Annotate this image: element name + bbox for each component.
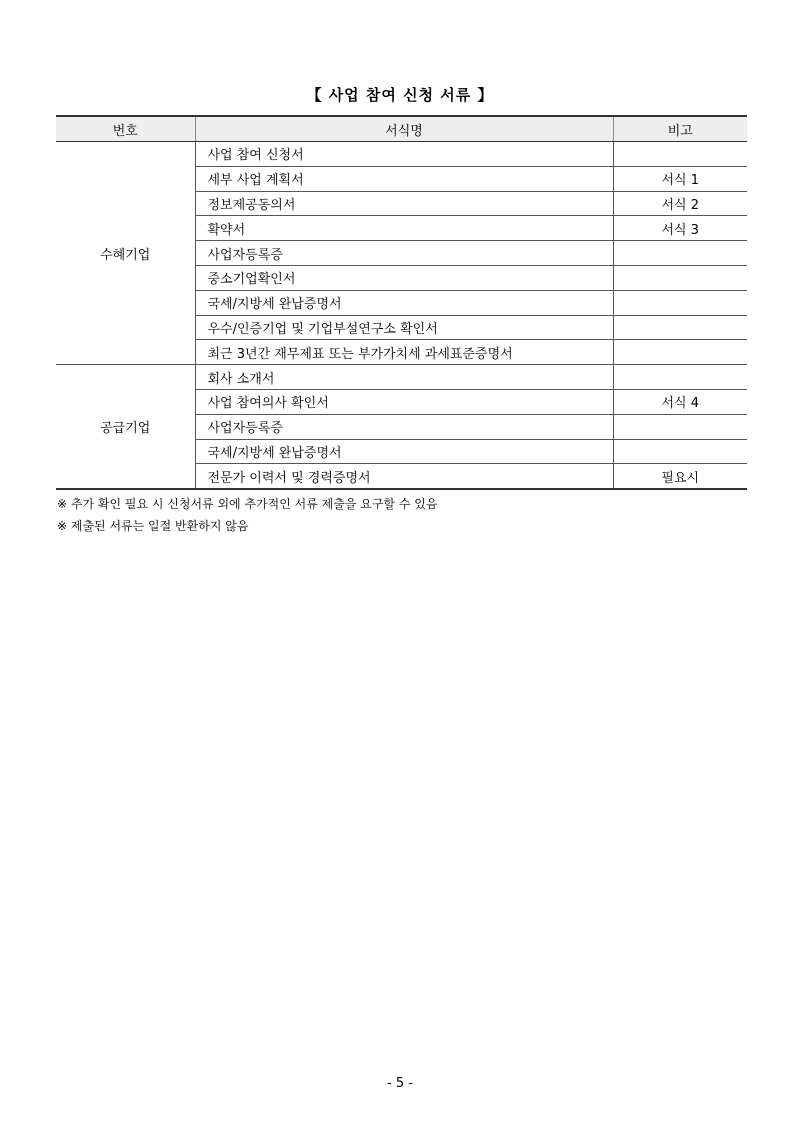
- remarks-cell: [613, 142, 747, 167]
- page-number: - 5 -: [387, 1076, 413, 1091]
- form-name-cell: 회사 소개서: [195, 365, 613, 390]
- document-title: 【 사업 참여 신청 서류 】: [306, 86, 494, 104]
- documents-table: [56, 115, 747, 490]
- remarks-cell: [613, 439, 747, 464]
- remarks-cell: [613, 315, 747, 340]
- remarks-cell: 서식 3: [613, 216, 747, 241]
- remarks-cell: [613, 340, 747, 365]
- remarks-cell: [613, 265, 747, 290]
- header-remarks: 비고: [613, 116, 747, 142]
- remarks-cell: [613, 414, 747, 439]
- remarks-cell: [613, 290, 747, 315]
- form-name-cell: 세부 사업 계획서: [195, 166, 613, 191]
- table-header-row: [56, 116, 747, 142]
- form-name-cell: 우수/인증기업 및 기업부설연구소 확인서: [195, 315, 613, 340]
- table-body: [56, 142, 747, 490]
- form-name-cell: 사업자등록증: [195, 241, 613, 266]
- remarks-cell: [613, 241, 747, 266]
- footnote-additional-docs: ※ 추가 확인 필요 시 신청서류 외에 추가적인 서류 제출을 요구할 수 있음: [57, 497, 438, 511]
- remarks-cell: 서식 1: [613, 166, 747, 191]
- form-name-cell: 사업자등록증: [195, 414, 613, 439]
- form-name-cell: 정보제공동의서: [195, 191, 613, 216]
- remarks-cell: [613, 365, 747, 390]
- footnote-no-return: ※ 제출된 서류는 일절 반환하지 않음: [57, 519, 249, 533]
- table-row: [56, 365, 747, 390]
- form-name-cell: 국세/지방세 완납증명서: [195, 439, 613, 464]
- form-name-cell: 최근 3년간 재무제표 또는 부가가치세 과세표준증명서: [195, 340, 613, 365]
- remarks-cell: 필요시: [613, 464, 747, 489]
- form-name-cell: 사업 참여 신청서: [195, 142, 613, 167]
- form-name-cell: 전문가 이력서 및 경력증명서: [195, 464, 613, 489]
- form-name-cell: 사업 참여의사 확인서: [195, 389, 613, 414]
- remarks-cell: 서식 4: [613, 389, 747, 414]
- header-number: 번호: [56, 116, 195, 142]
- group-label: 공급기업: [56, 365, 195, 489]
- table-row: [56, 142, 747, 167]
- footnotes: [57, 493, 437, 537]
- form-name-cell: 중소기업확인서: [195, 265, 613, 290]
- form-name-cell: 확약서: [195, 216, 613, 241]
- group-label: 수혜기업: [56, 142, 195, 365]
- form-name-cell: 국세/지방세 완납증명서: [195, 290, 613, 315]
- header-form-name: 서식명: [195, 116, 613, 142]
- remarks-cell: 서식 2: [613, 191, 747, 216]
